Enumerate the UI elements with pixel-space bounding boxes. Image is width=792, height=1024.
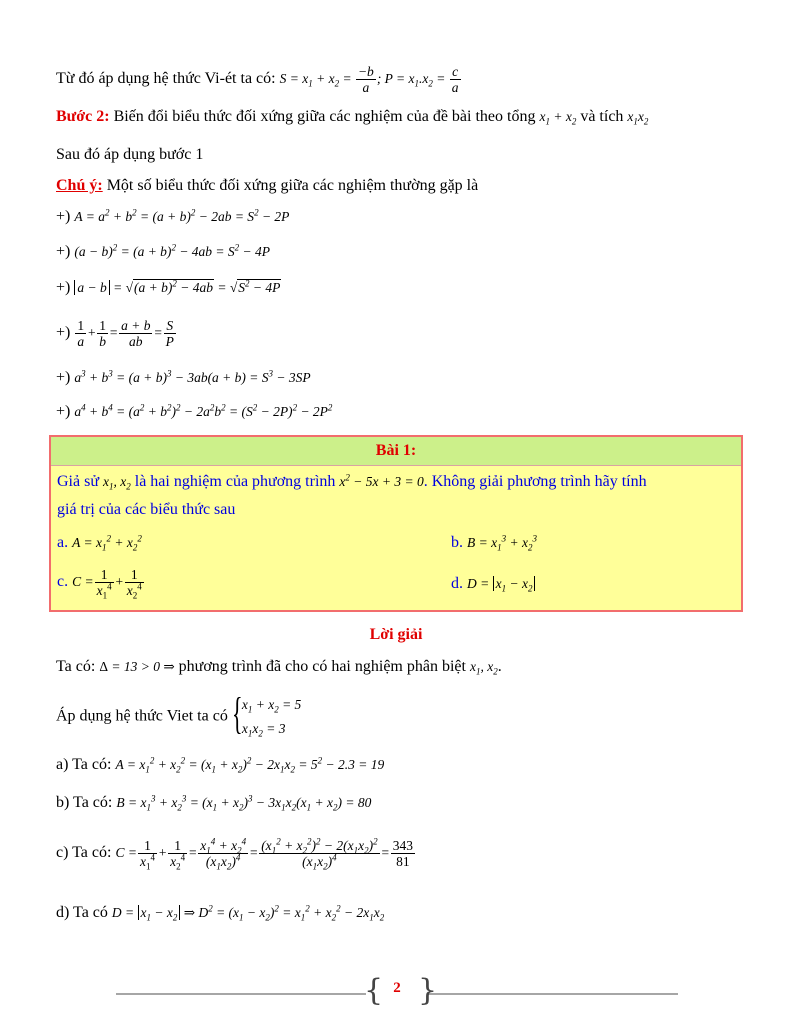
exercise-box: [49, 435, 743, 612]
solution-line2: Áp dụng hệ thức Viet ta có { $x_1 + x_2 = 5$ $x_1x_2 = 3$: [56, 693, 301, 741]
formula-6: +) $a^4 + b^4 = (a^2 + b^2)^2 - 2a^2b^2 = (S^2 - 2P)^2 - 2P^2$: [56, 402, 333, 420]
formula-1: +) $A = a^2 + b^2 = (a + b)^2 - 2ab = S^2 - 2P$: [56, 207, 290, 225]
footer-bracket-left: {: [364, 973, 384, 1008]
exercise-item-b: b. $B = x_1^3 + x_2^3$: [451, 533, 537, 553]
exercise-statement-cont: giá trị của các biểu thức sau: [57, 501, 236, 518]
step2-label: Bước 2:: [56, 108, 110, 125]
note-label: Chú ý:: [56, 177, 103, 194]
exercise-item-c: c. C = $\frac{1}{x_1^4}$ + $\frac{1}{x_2^4}$: [57, 567, 142, 601]
solution-title: Lời giải: [369, 626, 423, 643]
formula-3: +) $a - b = √(a + b)^2 - 4ab = √S^2 - 4P$: [56, 278, 281, 296]
then-line: Sau đó áp dụng bước 1: [56, 146, 204, 163]
c-result-num: 343: [392, 838, 414, 853]
vieta-line: Từ đó áp dụng hệ thức Vi-ét ta có: $S = x_1 + x_2$ = $\frac{-b}{a}$ ; $P = x_1.x_2$ = $\frac{c}{a}$: [56, 64, 459, 95]
note-line: Chú ý: Một số biểu thức đối xứng giữa các nghiệm thường gặp là: [56, 177, 479, 194]
solution-line1: Ta có: Δ = 13 > 0 ⇒ phương trình đã cho có hai nghiệm phân biệt $x_1$, $x_2$.: [56, 658, 502, 677]
footer-rule-right: [428, 993, 678, 995]
exercise-item-a: a. $A = x_1^2 + x_2^2$: [57, 533, 142, 553]
vieta-system: { $x_1 + x_2 = 5$ $x_1x_2 = 3$: [231, 689, 302, 739]
formula-4: +) $\frac{1}{a}$ + $\frac{1}{b}$ = $\frac{a + b}{ab}$ = $\frac{S}{P}$: [56, 318, 174, 349]
footer-bracket-right: }: [418, 973, 438, 1008]
exercise-statement: Giả sử $x_1$, $x_2$ là hai nghiệm của phương trình $x^2 - 5x + 3 = 0$. Không giải phương trình hãy tính: [57, 472, 647, 492]
footer-rule-left: [116, 993, 366, 995]
solution-c: c) Ta có: C = $\frac{1}{x_1^4}$ + $\frac{1}{x_2^4}$ = $\frac{x_1^4 + x_2^4}{(x_1x_2)^4}$ = $\frac{(x_1^2 + x_2^2)^2 - 2(x_1x_2)^2}{(x_1x_2)^4}$ = $\frac{343}{81}$: [56, 836, 414, 872]
formula-2: +) $(a - b)^2 = (a + b)^2 - 4ab = S^2 - 4P$: [56, 242, 271, 260]
solution-b: b) Ta có: $B = x_1^3 + x_2^3 = (x_1 + x_2)^3 - 3x_1x_2(x_1 + x_2) = 80$: [56, 793, 372, 813]
step2-line: Bước 2: Biến đổi biểu thức đối xứng giữa các nghiệm của đề bài theo tổng $x_1 + x_2$ và tích $x_1x_2$: [56, 108, 649, 127]
exercise-title: Bài 1:: [375, 442, 417, 459]
formula-5: +) $a^3 + b^3 = (a + b)^3 - 3ab(a + b) = S^3 - 3SP$: [56, 368, 311, 386]
exercise-item-d: d. $D = x_1 - x_2$: [451, 575, 535, 593]
page-number: 2: [393, 980, 401, 996]
exercise-header: [51, 437, 741, 466]
solution-d: d) Ta có $D = x_1 - x_2$ ⇒ $D^2 = (x_1 - x_2)^2 = x_1^2 + x_2^2 - 2x_1x_2$: [56, 903, 385, 923]
c-result-den: 81: [396, 854, 410, 869]
solution-a: a) Ta có: $A = x_1^2 + x_2^2 = (x_1 + x_2)^2 - 2x_1x_2 = 5^2 - 2.3 = 19$: [56, 755, 385, 775]
